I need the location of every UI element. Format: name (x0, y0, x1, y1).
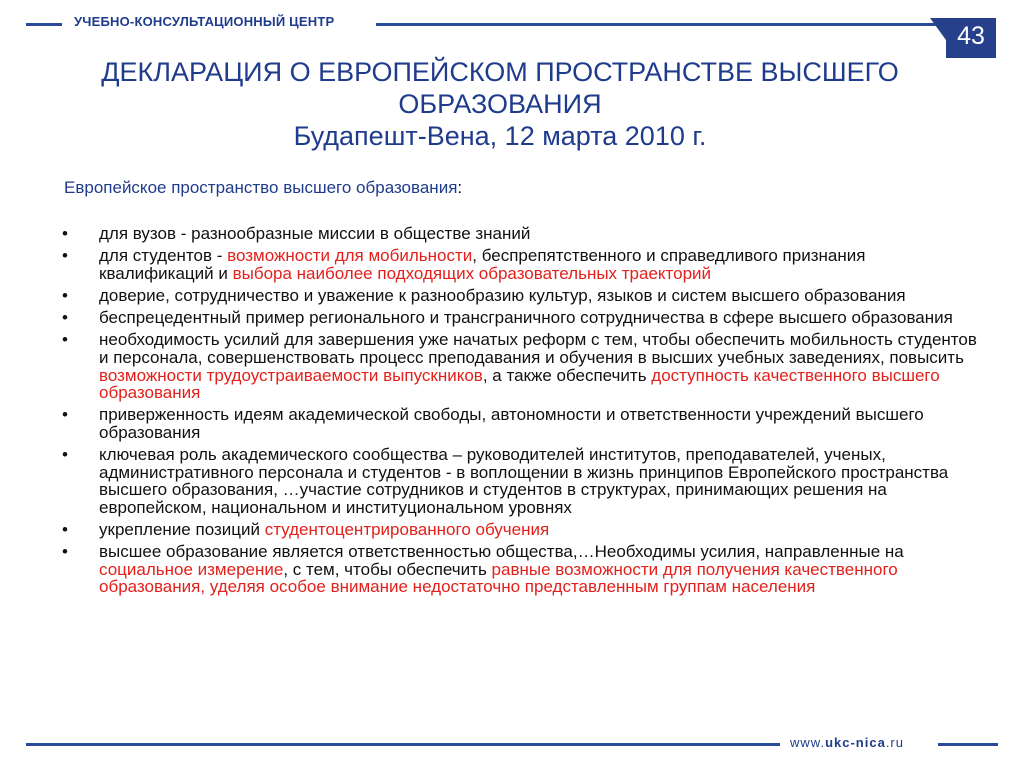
bullet-item (62, 309, 982, 327)
bullet-item (62, 247, 982, 282)
footer-url-prefix: www. (790, 735, 826, 750)
header-rule-left (26, 23, 62, 26)
footer-url[interactable] (790, 735, 904, 750)
bullet-text: высшее образование является ответственностью общества,…Необходимы усилия, направленные на (99, 542, 904, 562)
highlighted-text: студентоцентрированного обучения (264, 520, 550, 540)
header-rule-right (376, 23, 948, 26)
bullet-marker: • (62, 330, 68, 350)
bullet-marker: • (62, 308, 68, 328)
bullet-item (62, 446, 982, 516)
intro-colon: : (457, 178, 463, 197)
bullet-item (62, 543, 982, 596)
intro-text: Европейское пространство высшего образования (64, 178, 458, 197)
org-name: УЧЕБНО-КОНСУЛЬТАЦИОННЫЙ ЦЕНТР (74, 14, 335, 29)
bullet-text: , беспрепятственного и справедливого признания квалификаций и (99, 246, 866, 283)
bullet-marker: • (62, 542, 68, 562)
bullet-marker: • (62, 224, 68, 243)
page-badge-notch (930, 18, 946, 40)
bullet-text: беспрецедентный пример регионального и трансграничного сотрудничества в сфере высшего образования (99, 308, 953, 328)
highlighted-text: возможности для мобильности (227, 246, 473, 266)
intro-line (64, 178, 462, 198)
bullet-text: , а также обеспечить (482, 365, 652, 385)
bullet-text: приверженность идеям академической свободы, автономности и ответственности учреждений высшего образования (99, 405, 924, 442)
bullet-marker: • (62, 520, 68, 540)
bullet-marker: • (62, 405, 68, 425)
bullet-text: для вузов - разнообразные миссии в обществе знаний (99, 224, 531, 243)
bullet-item (62, 406, 982, 441)
bullet-text: укрепление позиций (99, 520, 265, 540)
highlighted-text: доступность качественного высшего образования (99, 365, 940, 403)
title-subtitle: Будапешт-Вена, 12 марта 2010 г. (293, 121, 707, 151)
bullet-text: ключевая роль академического сообщества – руководителей институтов, преподавателей, ученых, административного персонала и студентов - в воплощении в жизнь принципов Европейского пространства высшего образования, …участие сотрудников и студентов в структурах, принимающих решения на европейском, национальном и институциональном уровнях (99, 445, 949, 517)
bullet-marker: • (62, 285, 68, 305)
slide-title (40, 56, 960, 152)
highlighted-text: возможности трудоустраиваемости выпускников (99, 365, 483, 385)
bullet-text: , с тем, чтобы обеспечить (283, 559, 492, 579)
footer-rule-right (938, 743, 998, 746)
footer-rule-left (26, 743, 780, 746)
bullet-item (62, 521, 982, 539)
bullet-text: для студентов - (99, 246, 228, 266)
bullet-item (62, 331, 982, 401)
title-line-2: ОБРАЗОВАНИЯ (398, 89, 602, 119)
bullet-marker: • (62, 445, 68, 465)
title-line-1: ДЕКЛАРАЦИЯ О ЕВРОПЕЙСКОМ ПРОСТРАНСТВЕ ВЫСШЕГО (101, 57, 899, 87)
highlighted-text: равные возможности для получения качественного образования, уделяя особое внимание недостаточно представленным группам населения (99, 559, 898, 597)
bullet-item (62, 225, 982, 243)
footer-url-main: ukc-nica (825, 735, 886, 750)
highlighted-text: выбора наиболее подходящих образовательных траекторий (232, 263, 712, 283)
bullet-list (62, 225, 982, 601)
page-number: 43 (957, 22, 985, 50)
bullet-text: необходимость усилий для завершения уже начатых реформ с тем, чтобы обеспечить мобильность студентов и персонала, совершенствовать процесс преподавания и обучения в высших учебных заведениях, повысить (99, 330, 977, 367)
bullet-item (62, 287, 982, 305)
highlighted-text: социальное измерение (99, 559, 284, 579)
bullet-marker: • (62, 246, 68, 266)
footer-url-suffix: .ru (885, 735, 904, 750)
bullet-text: доверие, сотрудничество и уважение к разнообразию культур, языков и систем высшего образования (99, 285, 906, 305)
